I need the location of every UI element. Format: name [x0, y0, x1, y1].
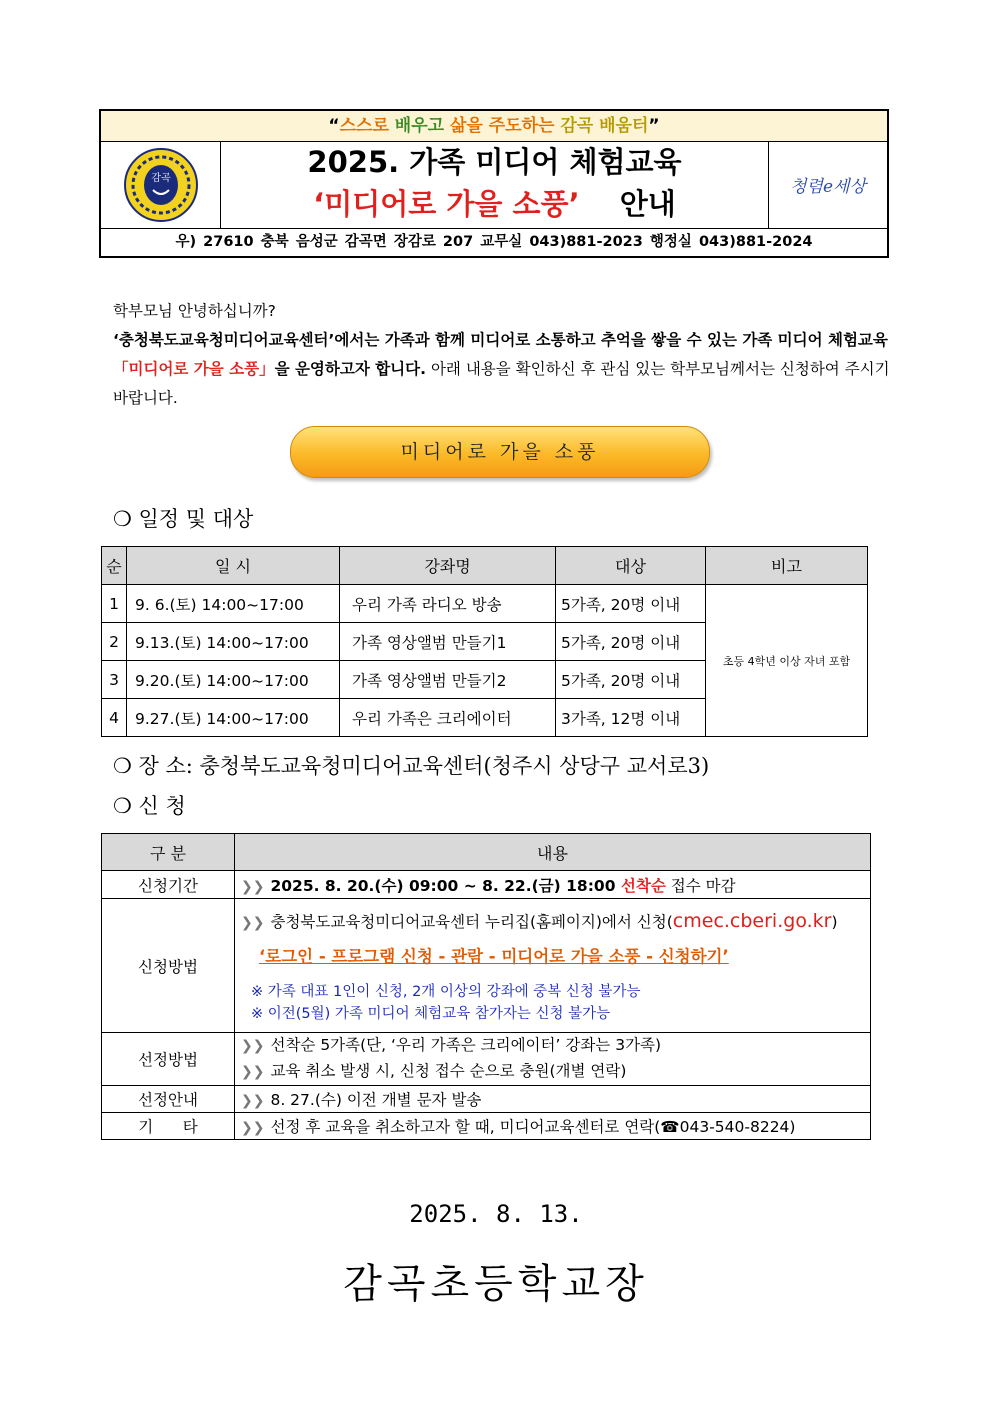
row-target: 5가족, 20명 이내: [556, 623, 706, 661]
slogan-part-4: 감곡 배움터: [560, 116, 649, 136]
method-path: [241, 937, 870, 977]
title-row: [101, 142, 887, 229]
arrow-icon: ❯❯: [241, 1093, 265, 1109]
title-program-name: ‘미디어로 가을 소풍’: [313, 187, 580, 221]
title-line-1: 2025. 가족 미디어 체험교육: [307, 145, 682, 179]
document-header: [99, 109, 889, 258]
slogan-quote-close: ”: [648, 116, 660, 136]
selection-line-2: [241, 1059, 870, 1085]
title-suffix: 안내: [619, 187, 676, 221]
period-row: [102, 871, 871, 899]
row-target: 3가족, 12명 이내: [556, 699, 706, 737]
etc-row: [102, 1113, 871, 1140]
notice-text: 8. 27.(수) 이전 개별 문자 발송: [270, 1091, 482, 1109]
arrow-icon: ❯❯: [241, 914, 265, 931]
col-target: 대상: [556, 547, 706, 585]
selection-text-2: 교육 취소 발생 시, 신청 접수 순으로 충원(개별 연락): [270, 1062, 627, 1080]
method-row: [102, 899, 871, 1033]
greeting: 학부모님 안녕하십니까?: [113, 302, 276, 320]
row-note: 초등 4학년 이상 자녀 포함: [706, 585, 868, 737]
notice-row: [102, 1086, 871, 1113]
col-category: 구 분: [102, 834, 235, 871]
arrow-icon: ❯❯: [241, 878, 265, 895]
school-logo-icon: [101, 142, 220, 228]
row-no: 2: [102, 623, 127, 661]
intro-program-name: 「미디어로 가을 소풍」: [113, 360, 275, 378]
row-target: 5가족, 20명 이내: [556, 585, 706, 623]
col-course: 강좌명: [340, 547, 556, 585]
method-note-1: ※ 가족 대표 1인이 신청, 2개 이상의 강좌에 중복 신청 불가능: [251, 983, 641, 1000]
principal-signature: 감곡초등학교장: [343, 1261, 649, 1307]
slogan-quote-open: “: [328, 116, 340, 136]
row-no: 4: [102, 699, 127, 737]
integrity-logo-text: 청렴e세상: [790, 177, 866, 197]
notice-label: 선정안내: [102, 1086, 235, 1113]
method-label: 신청방법: [102, 899, 235, 1033]
school-logo-text: 감곡: [151, 173, 171, 184]
col-datetime: 일 시: [127, 547, 340, 585]
row-course: 우리 가족은 크리에이터: [340, 699, 556, 737]
etc-label: 기 타: [102, 1113, 235, 1140]
col-content: 내용: [235, 834, 871, 871]
table-row: [102, 585, 868, 623]
application-table: [101, 833, 871, 1140]
row-date: 9.20.(토) 14:00~17:00: [127, 661, 340, 699]
schedule-table: [101, 546, 868, 737]
arrow-icon: ❯❯: [241, 1120, 265, 1136]
slogan-part-1: 스스로: [339, 116, 395, 136]
place-line: ❍ 장 소: 충청북도교육청미디어교육센터(청주시 상당구 교서로3): [113, 754, 710, 778]
intro-paragraph: [113, 326, 898, 413]
selection-row: [102, 1033, 871, 1086]
row-no: 3: [102, 661, 127, 699]
selection-line-1: [241, 1033, 870, 1059]
row-course: 가족 영상앨범 만들기2: [340, 661, 556, 699]
school-address: 우) 27610 충북 음성군 감곡면 장감로 207 교무실 043)881-2023 행정실 043)881-2024: [175, 234, 813, 250]
col-no: 순: [102, 547, 127, 585]
selection-label: 선정방법: [102, 1033, 235, 1086]
program-banner: 미디어로 가을 소풍: [290, 426, 710, 478]
arrow-icon: ❯❯: [241, 1038, 265, 1054]
etc-content: [235, 1113, 871, 1140]
method-text: 충청북도교육청미디어교육센터 누리집(홈페이지)에서 신청(: [270, 912, 673, 931]
col-note: 비고: [706, 547, 868, 585]
homepage-link[interactable]: cmec.cberi.go.kr: [672, 909, 832, 932]
slogan: [101, 111, 887, 142]
row-course: 가족 영상앨범 만들기1: [340, 623, 556, 661]
schedule-header-row: [102, 547, 868, 585]
schedule-heading: ❍ 일정 및 대상: [113, 507, 254, 531]
method-content: [235, 899, 871, 1033]
method-path-text: ‘로그인 - 프로그램 신청 - 관람 - 미디어로 가을 소풍 - 신청하기’: [259, 946, 729, 966]
etc-text: 선정 후 교육을 취소하고자 할 때, 미디어교육센터로 연락(☎043-540-8224): [270, 1118, 796, 1136]
integrity-logo-icon: [783, 172, 873, 200]
slogan-part-3: 삶을 주도하는: [449, 116, 561, 136]
method-text-end: ): [831, 912, 838, 931]
row-target: 5가족, 20명 이내: [556, 661, 706, 699]
method-note-2: ※ 이전(5월) 가족 미디어 체험교육 참가자는 신청 불가능: [251, 1005, 611, 1022]
integrity-logo-cell: [768, 142, 887, 228]
first-come-badge: 선착순: [620, 876, 666, 895]
slogan-part-2: 배우고: [394, 116, 450, 136]
selection-text-1: 선착순 5가족(단, ‘우리 가족은 크리에이터’ 강좌는 3가족): [270, 1036, 662, 1054]
intro-normal-text: 아래 내용을 확인하신 후 관심 있는 학부모님께서는 신청하여 주시기 바랍니다.: [113, 360, 890, 407]
intro-bold-text-2: 을 운영하고자 합니다.: [274, 360, 427, 378]
school-logo-cell: [101, 142, 221, 228]
row-date: 9. 6.(토) 14:00~17:00: [127, 585, 340, 623]
period-content: [235, 871, 871, 899]
row-course: 우리 가족 라디오 방송: [340, 585, 556, 623]
method-line-1: [241, 907, 870, 937]
application-header-row: [102, 834, 871, 871]
document-date: 2025. 8. 13.: [409, 1200, 583, 1228]
apply-heading: ❍ 신 청: [113, 794, 186, 818]
row-date: 9.27.(토) 14:00~17:00: [127, 699, 340, 737]
period-dates: 2025. 8. 20.(수) 09:00 ~ 8. 22.(금) 18:00: [270, 876, 621, 895]
period-label: 신청기간: [102, 871, 235, 899]
selection-content: [235, 1033, 871, 1086]
period-rest: 접수 마감: [665, 876, 736, 895]
title-line-2: [221, 184, 768, 224]
arrow-icon: ❯❯: [241, 1064, 265, 1080]
notice-content: [235, 1086, 871, 1113]
row-no: 1: [102, 585, 127, 623]
intro-bold-text: ‘충청북도교육청미디어교육센터’에서는 가족과 함께 미디어로 소통하고 추억을 쌓을 수 있는 가족 미디어 체험교육: [113, 331, 888, 349]
row-date: 9.13.(토) 14:00~17:00: [127, 623, 340, 661]
